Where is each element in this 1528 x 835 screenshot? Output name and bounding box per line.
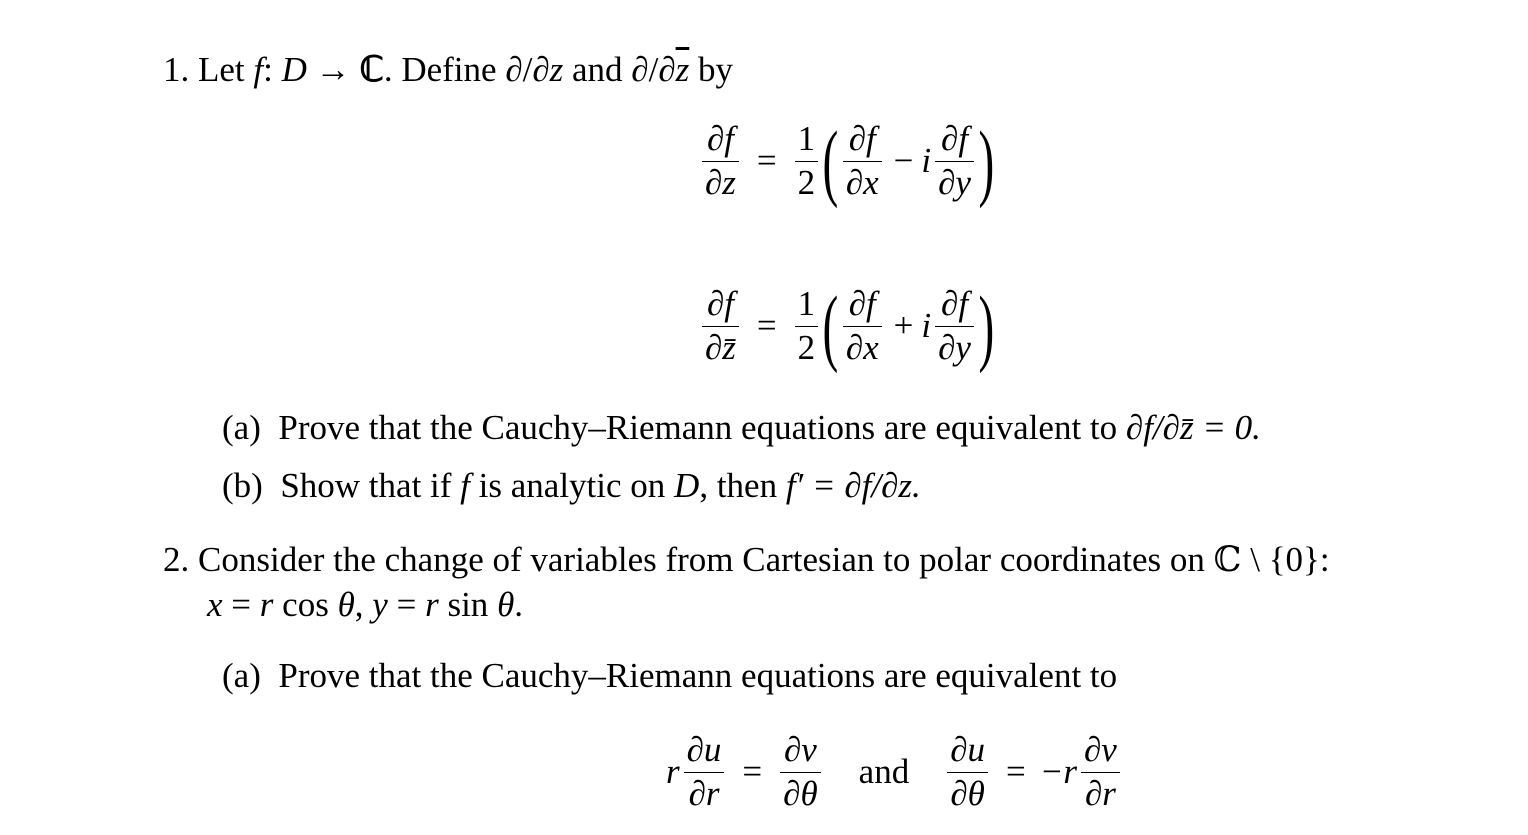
fraction-df-dx: $\frac{\partial f}{\partial x}$ [843,121,882,202]
fraction-df-dzbar: $\frac{\partial f}{\partial z̄}$ [702,286,739,367]
problem-1-intro: 1. Let f: D → ℂ. Define ∂/∂z and $\partial/\partial\overline{z}$ by [163,50,733,89]
fraction-dv-dr: $\frac{\partial v}{\partial r}$ [1081,732,1120,813]
part-b-label: (b) [222,466,263,505]
and-word: and [858,752,910,792]
equation-df-dzbar: $\frac{\partial f}{\partial z̄}$ = $\frac{1}{2}$ ( $\frac{\partial f}{\partial x}$ + i $\frac{\partial f}{\partial y}$ ) [698,283,995,369]
fraction-df-dy: $\frac{\partial f}{\partial y}$ [935,121,974,202]
problem-1-number: 1. [163,50,190,89]
fraction-du-dr: $\frac{\partial u}{\partial r}$ [684,732,725,813]
left-paren: ( [822,113,839,209]
problem-2-number: 2. [163,540,190,579]
part-a-label: (a) [222,408,261,447]
equation-polar-cauchy-riemann: r $\frac{\partial u}{\partial r}$ = $\frac{\partial v}{\partial\theta}$ and $\frac{\partial u}{\partial\theta}$ = −r $\frac{\partial v}{\partial r}$ [666,732,1124,813]
right-paren: ) [978,113,995,209]
problem-1-part-a: (a) Prove that the Cauchy–Riemann equations are equivalent to ∂f/∂z̄ = 0. [222,408,1261,447]
equation-df-dz: $\frac{\partial f}{\partial z}$ = $\frac{1}{2}$ ( $\frac{\partial f}{\partial x}$ − i $\frac{\partial f}{\partial y}$ ) [698,118,995,204]
problem-2-polar-definition: x = r cos θ, y = r sin θ. [207,585,524,624]
problem-1-part-b: (b) Show that if f is analytic on D, then f′ = ∂f/∂z. [222,466,921,505]
fraction-half: $\frac{1}{2}$ [795,121,819,202]
fraction-df-dx: $\frac{\partial f}{\partial x}$ [843,286,882,367]
fraction-df-dz: $\frac{\partial f}{\partial z}$ [702,121,739,202]
right-paren: ) [978,278,995,374]
fraction-du-dtheta: $\frac{\partial u}{\partial\theta}$ [947,732,988,813]
fraction-dv-dtheta: $\frac{\partial v}{\partial\theta}$ [780,732,821,813]
left-paren: ( [822,278,839,374]
problem-2-intro: 2. Consider the change of variables from Cartesian to polar coordinates on ℂ \ {0}: [163,540,1330,579]
problem-2-part-a: (a) Prove that the Cauchy–Riemann equations are equivalent to [222,656,1118,695]
part-a-label: (a) [222,656,261,695]
fraction-df-dy: $\frac{\partial f}{\partial y}$ [935,286,974,367]
fraction-half: $\frac{1}{2}$ [795,286,819,367]
